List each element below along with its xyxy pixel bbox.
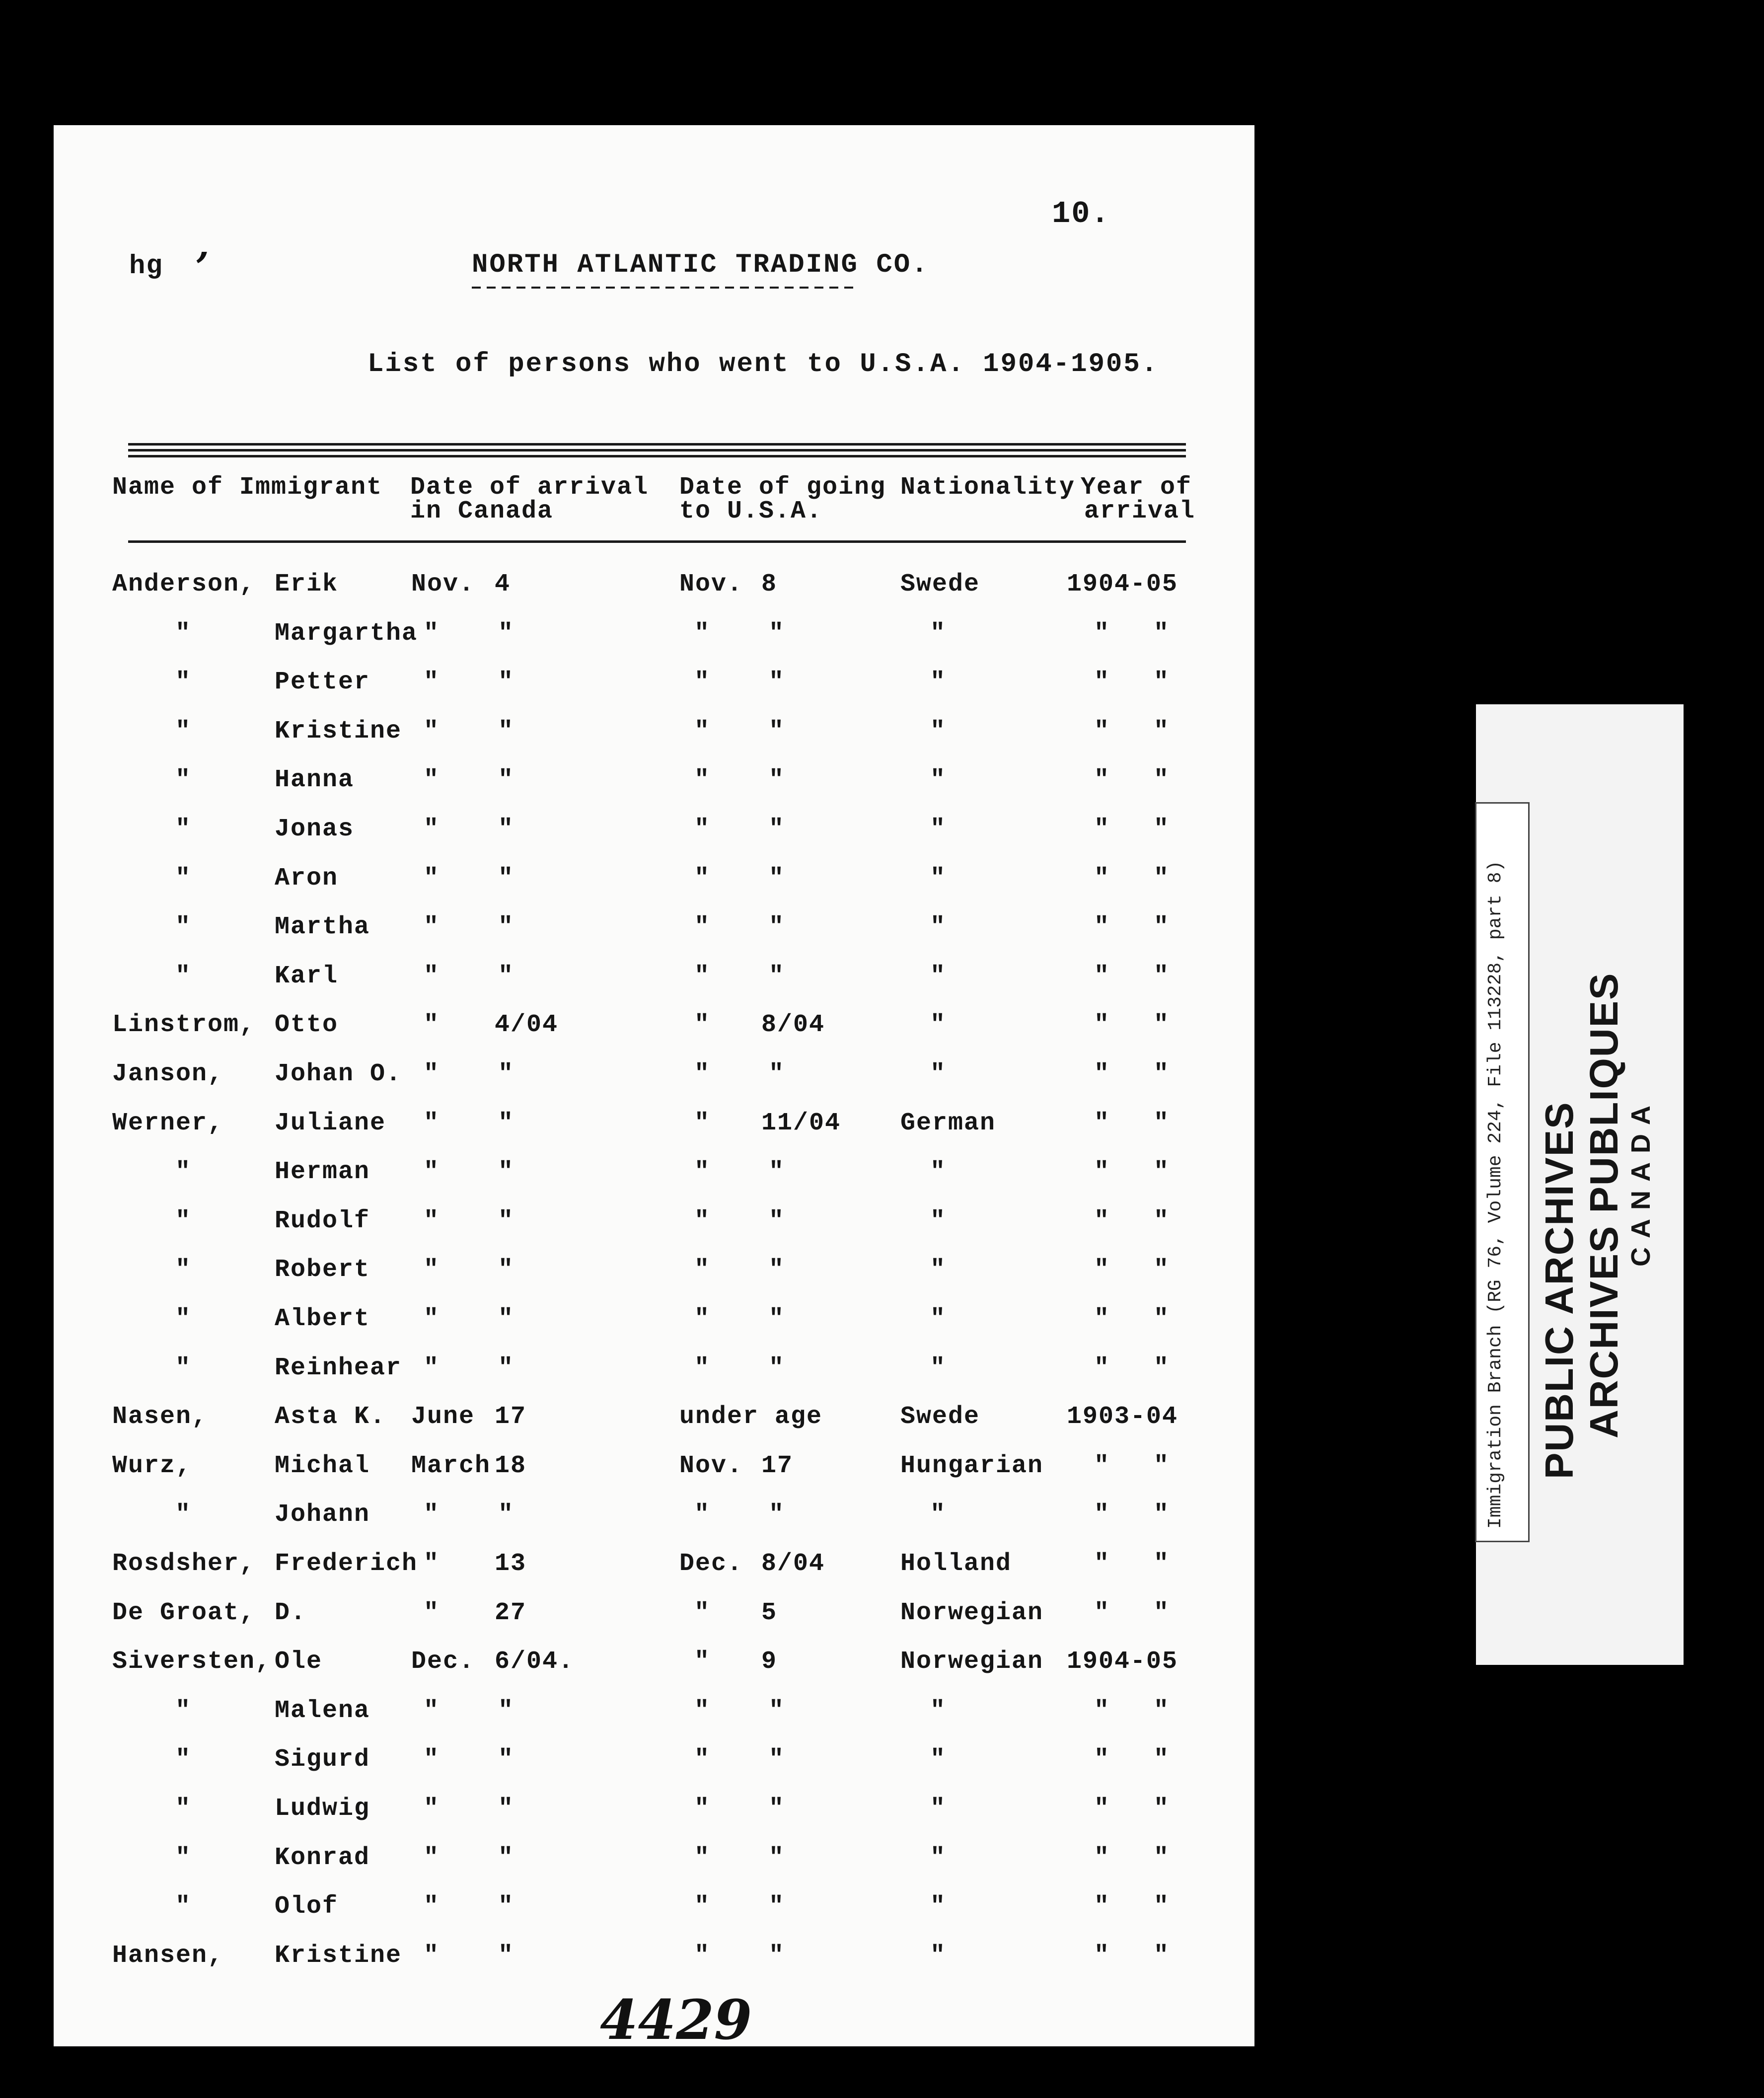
stamp-canada: CANADA [1626, 1097, 1656, 1267]
arrival-day-cell: " [498, 1256, 514, 1284]
stamp-reference-strip [1475, 802, 1530, 1542]
year-of-arrival-cell: " [1094, 1452, 1110, 1480]
year-of-arrival-cell: " [1094, 1844, 1110, 1872]
arrival-month-cell: " [424, 1795, 440, 1823]
arrival-month-cell: Nov. [411, 570, 475, 599]
nationality-cell: " [930, 1745, 947, 1774]
nationality-cell: " [930, 1892, 947, 1921]
year-of-arrival-ditto-cell: " [1154, 668, 1170, 696]
given-name-cell: Konrad [275, 1844, 370, 1872]
year-of-arrival-cell: " [1094, 1697, 1110, 1725]
going-month-cell: " [694, 1697, 711, 1725]
year-of-arrival-cell: " [1094, 1550, 1110, 1578]
nationality-cell: " [930, 1942, 947, 1970]
going-month-cell: " [694, 1892, 711, 1921]
surname-cell: De Groat, [112, 1599, 256, 1627]
surname-cell: " [175, 1207, 192, 1235]
year-of-arrival-cell: " [1094, 1158, 1110, 1186]
year-of-arrival-cell: " [1094, 766, 1110, 794]
surname-cell: " [175, 962, 192, 990]
year-of-arrival-ditto-cell: " [1154, 1500, 1170, 1529]
arrival-month-cell: " [424, 766, 440, 794]
going-day-cell: 9 [761, 1648, 778, 1676]
arrival-day-cell: " [498, 1844, 514, 1872]
surname-cell: " [175, 1354, 192, 1382]
going-day-cell: " [769, 619, 785, 648]
year-of-arrival-cell: " [1094, 1892, 1110, 1921]
nationality-cell: German [900, 1109, 996, 1137]
nationality-cell: " [930, 1256, 947, 1284]
arrival-month-cell: " [424, 668, 440, 696]
arrival-month-cell: June [411, 1403, 475, 1431]
year-of-arrival-cell: " [1094, 864, 1110, 893]
given-name-cell: Hanna [275, 766, 355, 794]
given-name-cell: Petter [275, 668, 370, 696]
year-of-arrival-ditto-cell: " [1154, 1207, 1170, 1235]
going-day-cell: " [769, 1060, 785, 1088]
nationality-cell: " [930, 1011, 947, 1039]
surname-cell: " [175, 668, 192, 696]
year-of-arrival-ditto-cell: " [1154, 864, 1170, 893]
going-day-cell: " [769, 1500, 785, 1529]
surname-cell: " [175, 1892, 192, 1921]
year-of-arrival-ditto-cell: " [1154, 1305, 1170, 1333]
arrival-month-cell: " [424, 1109, 440, 1137]
arrival-day-cell: " [498, 717, 514, 746]
nationality-cell: " [930, 1795, 947, 1823]
year-of-arrival-ditto-cell: " [1154, 1109, 1170, 1137]
going-day-cell: " [769, 717, 785, 746]
year-of-arrival-cell: " [1094, 1795, 1110, 1823]
going-month-cell: " [694, 864, 711, 893]
nationality-cell: Swede [900, 570, 980, 599]
going-day-cell: " [769, 1795, 785, 1823]
given-name-cell: Johann [275, 1500, 370, 1529]
arrival-day-cell: " [498, 1158, 514, 1186]
year-of-arrival-cell: " [1094, 619, 1110, 648]
year-of-arrival-cell: " [1094, 1011, 1110, 1039]
going-day-cell: 8 [761, 570, 778, 599]
nationality-cell: Hungarian [900, 1452, 1044, 1480]
year-of-arrival-cell: " [1094, 668, 1110, 696]
surname-cell: " [175, 1795, 192, 1823]
header-rule [128, 540, 1186, 543]
arrival-day-cell: " [498, 1354, 514, 1382]
given-name-cell: Otto [275, 1011, 339, 1039]
given-name-cell: Jonas [275, 815, 355, 843]
going-month-cell: " [694, 717, 711, 746]
surname-cell: " [175, 1745, 192, 1774]
going-month-cell: " [694, 1942, 711, 1970]
year-of-arrival-ditto-cell: " [1154, 717, 1170, 746]
year-of-arrival-cell: " [1094, 1305, 1110, 1333]
year-of-arrival-cell: " [1094, 913, 1110, 941]
header-arrival-2: in Canada [410, 497, 554, 525]
nationality-cell: " [930, 864, 947, 893]
going-month-cell: " [694, 1207, 711, 1235]
going-day-cell: " [769, 1354, 785, 1382]
arrival-day-cell: 4 [495, 570, 511, 599]
pencil-mark: ’ [195, 243, 209, 290]
going-day-cell: 17 [761, 1452, 794, 1480]
arrival-month-cell: Dec. [411, 1648, 475, 1676]
year-of-arrival-ditto-cell: " [1154, 1745, 1170, 1774]
going-day-cell: " [769, 815, 785, 843]
year-of-arrival-cell: " [1094, 962, 1110, 990]
given-name-cell: Aron [275, 864, 339, 893]
nationality-cell: " [930, 1305, 947, 1333]
arrival-day-cell: " [498, 1745, 514, 1774]
year-of-arrival-ditto-cell: " [1154, 1599, 1170, 1627]
going-month-cell: " [694, 766, 711, 794]
going-day-cell: " [769, 913, 785, 941]
arrival-month-cell: " [424, 619, 440, 648]
arrival-day-cell: " [498, 668, 514, 696]
year-of-arrival-ditto-cell: " [1154, 1452, 1170, 1480]
year-of-arrival-ditto-cell: " [1154, 962, 1170, 990]
arrival-day-cell: " [498, 1305, 514, 1333]
going-day-cell: 5 [761, 1599, 778, 1627]
nationality-cell: " [930, 1158, 947, 1186]
going-month-cell: " [694, 1599, 711, 1627]
arrival-day-cell: " [498, 1697, 514, 1725]
arrival-month-cell: " [424, 1011, 440, 1039]
year-of-arrival-cell: " [1094, 1060, 1110, 1088]
arrival-day-cell: " [498, 1207, 514, 1235]
going-month-cell: " [694, 1109, 711, 1137]
going-month-cell: " [694, 1256, 711, 1284]
surname-cell: " [175, 766, 192, 794]
arrival-day-cell: 4/04 [495, 1011, 559, 1039]
nationality-cell: " [930, 1207, 947, 1235]
given-name-cell: Rudolf [275, 1207, 370, 1235]
year-of-arrival-ditto-cell: " [1154, 1844, 1170, 1872]
nationality-cell: " [930, 717, 947, 746]
given-name-cell: Sigurd [275, 1745, 370, 1774]
year-of-arrival-ditto-cell: " [1154, 1892, 1170, 1921]
surname-cell: " [175, 864, 192, 893]
going-day-cell: " [769, 668, 785, 696]
year-of-arrival-ditto-cell: " [1154, 1942, 1170, 1970]
given-name-cell: Kristine [275, 1942, 402, 1970]
header-year-2: arrival [1084, 497, 1196, 525]
header-going-2: to U.S.A. [679, 497, 823, 525]
given-name-cell: Margartha [275, 619, 418, 648]
going-month-cell: under age [679, 1403, 823, 1431]
arrival-day-cell: 18 [495, 1452, 527, 1480]
surname-cell: Siversten, [112, 1648, 272, 1676]
given-name-cell: Kristine [275, 717, 402, 746]
surname-cell: " [175, 1305, 192, 1333]
surname-cell: Nasen, [112, 1403, 208, 1431]
arrival-month-cell: " [424, 1745, 440, 1774]
surname-cell: " [175, 717, 192, 746]
year-of-arrival-ditto-cell: " [1154, 1256, 1170, 1284]
surname-cell: " [175, 815, 192, 843]
year-of-arrival-ditto-cell: " [1154, 1158, 1170, 1186]
company-heading: NORTH ATLANTIC TRADING CO. [472, 250, 929, 280]
going-month-cell: " [694, 1500, 711, 1529]
arrival-month-cell: " [424, 717, 440, 746]
arrival-month-cell: " [424, 1500, 440, 1529]
initials: hg [129, 251, 163, 282]
year-of-arrival-ditto-cell: " [1154, 1697, 1170, 1725]
arrival-month-cell: " [424, 1892, 440, 1921]
surname-cell: Janson, [112, 1060, 224, 1088]
going-month-cell: " [694, 1305, 711, 1333]
nationality-cell: " [930, 815, 947, 843]
given-name-cell: Reinhear [275, 1354, 402, 1382]
going-day-cell: " [769, 1158, 785, 1186]
arrival-month-cell: " [424, 864, 440, 893]
going-day-cell: " [769, 1256, 785, 1284]
going-day-cell: " [769, 962, 785, 990]
given-name-cell: Johan O. [275, 1060, 402, 1088]
surname-cell: Werner, [112, 1109, 224, 1137]
arrival-month-cell: " [424, 1844, 440, 1872]
year-of-arrival-cell: 1904-05 [1067, 570, 1178, 599]
year-of-arrival-cell: " [1094, 1109, 1110, 1137]
surname-cell: " [175, 1500, 192, 1529]
surname-cell: " [175, 913, 192, 941]
year-of-arrival-ditto-cell: " [1154, 1354, 1170, 1382]
year-of-arrival-cell: 1903-04 [1067, 1403, 1178, 1431]
nationality-cell: " [930, 1697, 947, 1725]
year-of-arrival-ditto-cell: " [1154, 815, 1170, 843]
going-month-cell: " [694, 1354, 711, 1382]
arrival-day-cell: " [498, 766, 514, 794]
nationality-cell: " [930, 1844, 947, 1872]
going-day-cell: 8/04 [761, 1550, 825, 1578]
given-name-cell: Olof [275, 1892, 339, 1921]
nationality-cell: " [930, 619, 947, 648]
going-day-cell: " [769, 1697, 785, 1725]
given-name-cell: D. [275, 1599, 307, 1627]
going-month-cell: " [694, 815, 711, 843]
header-name: Name of Immigrant [112, 473, 383, 502]
arrival-day-cell: 13 [495, 1550, 527, 1578]
header-arrival-1: Date of arrival [410, 473, 649, 502]
going-month-cell: " [694, 1745, 711, 1774]
surname-cell: " [175, 1158, 192, 1186]
year-of-arrival-ditto-cell: " [1154, 913, 1170, 941]
year-of-arrival-ditto-cell: " [1154, 1795, 1170, 1823]
surname-cell: " [175, 1256, 192, 1284]
year-of-arrival-cell: " [1094, 1745, 1110, 1774]
going-day-cell: " [769, 1207, 785, 1235]
going-day-cell: " [769, 1892, 785, 1921]
given-name-cell: Ludwig [275, 1795, 370, 1823]
header-year-1: Year of [1081, 473, 1192, 502]
top-rule-3 [128, 455, 1186, 457]
going-month-cell: " [694, 962, 711, 990]
given-name-cell: Robert [275, 1256, 370, 1284]
arrival-day-cell: " [498, 1109, 514, 1137]
list-subtitle: List of persons who went to U.S.A. 1904-1905. [368, 349, 1159, 379]
year-of-arrival-ditto-cell: " [1154, 766, 1170, 794]
nationality-cell: " [930, 668, 947, 696]
given-name-cell: Erik [275, 570, 339, 599]
year-of-arrival-cell: " [1094, 1207, 1110, 1235]
arrival-month-cell: " [424, 1599, 440, 1627]
year-of-arrival-ditto-cell: " [1154, 619, 1170, 648]
going-day-cell: " [769, 766, 785, 794]
surname-cell: " [175, 1697, 192, 1725]
arrival-day-cell: " [498, 1060, 514, 1088]
arrival-day-cell: 17 [495, 1403, 527, 1431]
nationality-cell: Norwegian [900, 1599, 1044, 1627]
given-name-cell: Michal [275, 1452, 370, 1480]
going-day-cell: 8/04 [761, 1011, 825, 1039]
going-month-cell: " [694, 1795, 711, 1823]
stamp-public-archives: PUBLIC ARCHIVES [1537, 1101, 1581, 1479]
arrival-month-cell: " [424, 1207, 440, 1235]
given-name-cell: Frederich [275, 1550, 418, 1578]
given-name-cell: Herman [275, 1158, 370, 1186]
going-day-cell: " [769, 864, 785, 893]
arrival-day-cell: 6/04. [495, 1648, 575, 1676]
going-month-cell: " [694, 668, 711, 696]
arrival-month-cell: " [424, 913, 440, 941]
arrival-month-cell: " [424, 1550, 440, 1578]
arrival-day-cell: " [498, 1892, 514, 1921]
going-day-cell: " [769, 1844, 785, 1872]
arrival-month-cell: March [411, 1452, 491, 1480]
year-of-arrival-cell: 1904-05 [1067, 1648, 1178, 1676]
year-of-arrival-cell: " [1094, 1256, 1110, 1284]
going-month-cell: Nov. [679, 570, 743, 599]
arrival-month-cell: " [424, 1305, 440, 1333]
surname-cell: " [175, 1844, 192, 1872]
nationality-cell: " [930, 766, 947, 794]
nationality-cell: " [930, 1060, 947, 1088]
top-rule-2 [128, 449, 1186, 451]
going-day-cell: " [769, 1305, 785, 1333]
year-of-arrival-cell: " [1094, 1500, 1110, 1529]
top-rule-1 [128, 443, 1186, 446]
going-month-cell: Dec. [679, 1550, 743, 1578]
stamp-archives-publiques: ARCHIVES PUBLIQUES [1582, 972, 1626, 1438]
surname-cell: Hansen, [112, 1942, 224, 1970]
going-month-cell: " [694, 1158, 711, 1186]
stamp-reference: Immigration Branch (RG 76, Volume 224, File 113228, part 8) [1485, 860, 1506, 1529]
nationality-cell: Swede [900, 1403, 980, 1431]
given-name-cell: Ole [275, 1648, 323, 1676]
surname-cell: Anderson, [112, 570, 256, 599]
given-name-cell: Martha [275, 913, 370, 941]
header-going-1: Date of going [679, 473, 886, 502]
going-day-cell: " [769, 1745, 785, 1774]
document-page [54, 125, 1254, 2052]
arrival-month-cell: " [424, 962, 440, 990]
surname-cell: Rosdsher, [112, 1550, 256, 1578]
given-name-cell: Karl [275, 962, 339, 990]
going-month-cell: " [694, 1648, 711, 1676]
surname-cell: " [175, 619, 192, 648]
given-name-cell: Malena [275, 1697, 370, 1725]
year-of-arrival-ditto-cell: " [1154, 1060, 1170, 1088]
nationality-cell: " [930, 1354, 947, 1382]
arrival-day-cell: " [498, 815, 514, 843]
year-of-arrival-cell: " [1094, 1354, 1110, 1382]
arrival-month-cell: " [424, 1697, 440, 1725]
given-name-cell: Albert [275, 1305, 370, 1333]
year-of-arrival-cell: " [1094, 1599, 1110, 1627]
arrival-month-cell: " [424, 1256, 440, 1284]
given-name-cell: Juliane [275, 1109, 386, 1137]
nationality-cell: Holland [900, 1550, 1012, 1578]
surname-cell: Linstrom, [112, 1011, 256, 1039]
heading-underline [472, 287, 859, 289]
arrival-day-cell: " [498, 913, 514, 941]
year-of-arrival-cell: " [1094, 1942, 1110, 1970]
arrival-month-cell: " [424, 815, 440, 843]
page-number: 10. [1052, 196, 1110, 231]
arrival-day-cell: 27 [495, 1599, 527, 1627]
arrival-day-cell: " [498, 619, 514, 648]
going-month-cell: Nov. [679, 1452, 743, 1480]
arrival-month-cell: " [424, 1354, 440, 1382]
nationality-cell: " [930, 1500, 947, 1529]
going-month-cell: " [694, 913, 711, 941]
going-month-cell: " [694, 1011, 711, 1039]
arrival-month-cell: " [424, 1158, 440, 1186]
nationality-cell: " [930, 913, 947, 941]
year-of-arrival-ditto-cell: " [1154, 1011, 1170, 1039]
going-month-cell: " [694, 1844, 711, 1872]
arrival-month-cell: " [424, 1942, 440, 1970]
year-of-arrival-ditto-cell: " [1154, 1550, 1170, 1578]
arrival-day-cell: " [498, 1500, 514, 1529]
year-of-arrival-cell: " [1094, 717, 1110, 746]
nationality-cell: " [930, 962, 947, 990]
arrival-month-cell: " [424, 1060, 440, 1088]
going-day-cell: 11/04 [761, 1109, 841, 1137]
going-month-cell: " [694, 1060, 711, 1088]
going-month-cell: " [694, 619, 711, 648]
arrival-day-cell: " [498, 962, 514, 990]
given-name-cell: Asta K. [275, 1403, 386, 1431]
header-nationality: Nationality [900, 473, 1076, 502]
year-of-arrival-cell: " [1094, 815, 1110, 843]
surname-cell: Wurz, [112, 1452, 192, 1480]
nationality-cell: Norwegian [900, 1648, 1044, 1676]
arrival-day-cell: " [498, 1795, 514, 1823]
handwritten-number: 4429 [600, 1988, 752, 2052]
arrival-day-cell: " [498, 1942, 514, 1970]
arrival-day-cell: " [498, 864, 514, 893]
going-day-cell: " [769, 1942, 785, 1970]
